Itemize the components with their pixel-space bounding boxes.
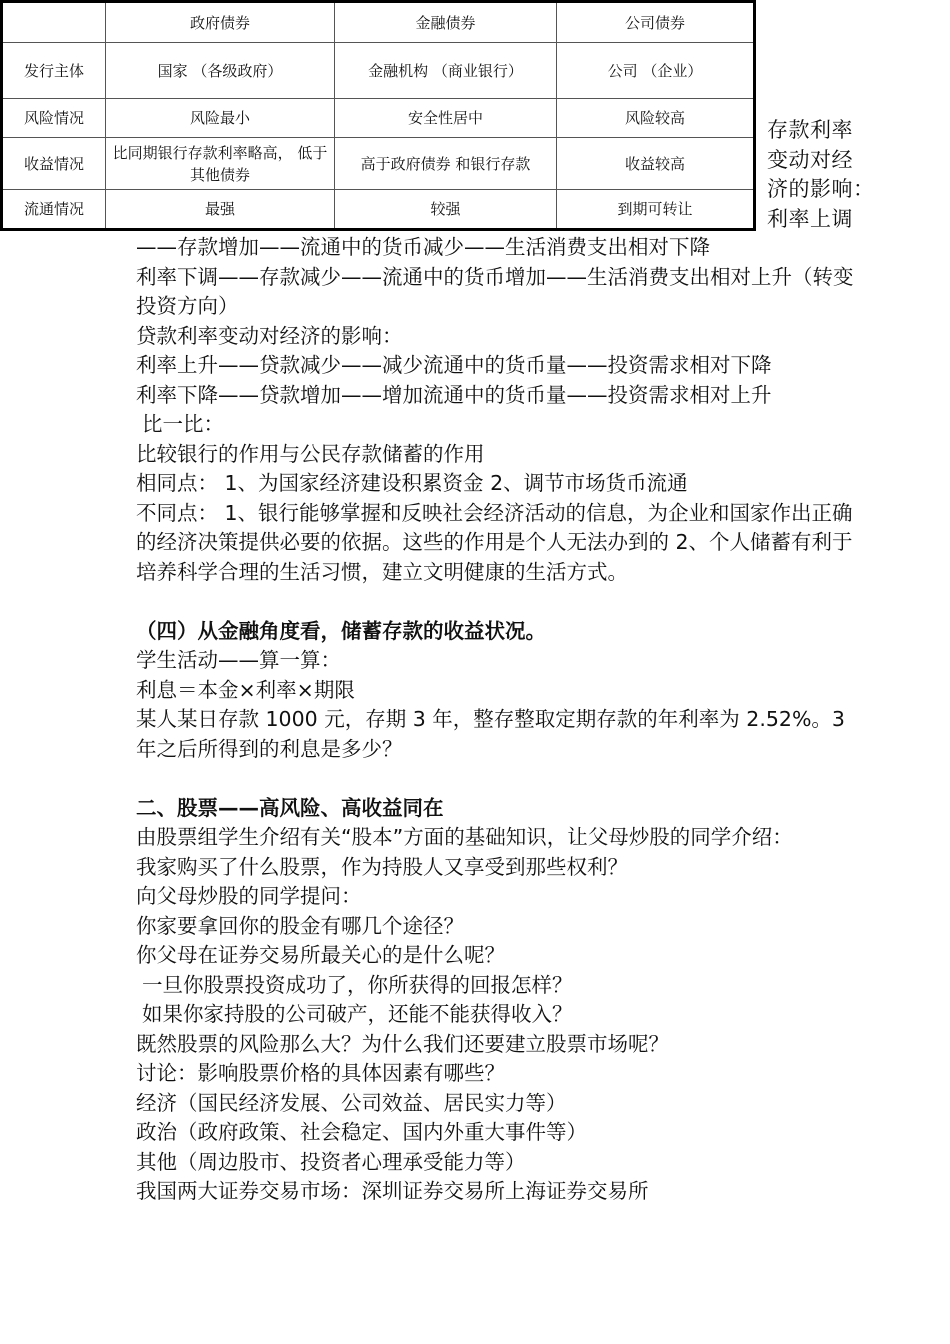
text-line: 比较银行的作用与公民存款储蓄的作用 [136, 441, 485, 466]
table-row [2, 138, 755, 190]
text-line: 比一比： [142, 412, 224, 436]
table-cell: 高于政府债券 和银行存款 [335, 138, 557, 190]
text-line: ——存款增加——流通中的货币减少——生活消费支出相对下降 [136, 235, 710, 259]
text-line: 我国两大证券交易市场：深圳证券交易所上海证券交易所 [136, 1179, 649, 1203]
table-cell: 收益情况 [2, 138, 106, 190]
side-text-line: 利率上调 [767, 206, 853, 231]
text-line: 讨论：影响股票价格的具体因素有哪些？ [136, 1061, 505, 1085]
table-header-row [2, 2, 755, 43]
table-cell: 发行主体 [2, 43, 106, 99]
text-line: 你家要拿回你的股金有哪几个途径？ [136, 913, 464, 938]
bond-comparison-table [0, 0, 756, 231]
table-row [2, 43, 755, 99]
table-cell: 风险最小 [106, 99, 335, 138]
text-line: 相同点： 1、为国家经济建设积累资金 2、调节市场货币流通 [136, 471, 688, 495]
section-heading: 二、股票——高风险、高收益同在 [136, 795, 444, 820]
text-line: 学生活动——算一算： [136, 648, 341, 672]
side-text-line: 存款利率 [767, 118, 853, 142]
text-line: 由股票组学生介绍有关“股本”方面的基础知识，让父母炒股的同学介绍： [136, 825, 793, 849]
table-cell: 流通情况 [2, 190, 106, 230]
table-header-cell [2, 2, 106, 43]
table-header-cell: 公司债券 [557, 2, 755, 43]
text-paragraph: 利率下调——存款减少——流通中的货币增加——生活消费支出相对上升（转变投资方向） [136, 264, 854, 318]
text-line: 利率下降——贷款增加——增加流通中的货币量——投资需求相对上升 [136, 382, 772, 407]
text-line: 你父母在证券交易所最关心的是什么呢？ [136, 943, 505, 967]
table-cell: 金融机构 （商业银行） [335, 43, 557, 99]
text-line: 如果你家持股的公司破产，还能不能获得收入？ [142, 1002, 573, 1026]
text-line: 向父母炒股的同学提问： [136, 884, 362, 908]
text-line: 贷款利率变动对经济的影响： [136, 323, 403, 348]
text-line: 利率上升——贷款减少——减少流通中的货币量——投资需求相对下降 [136, 353, 772, 377]
section-heading: （四）从金融角度看，储蓄存款的收益状况。 [136, 618, 546, 643]
table-cell: 收益较高 [557, 138, 755, 190]
text-line: 我家购买了什么股票，作为持股人又享受到那些权利？ [136, 854, 628, 879]
text-line: 政治（政府政策、社会稳定、国内外重大事件等） [136, 1120, 587, 1144]
text-line: 经济（国民经济发展、公司效益、居民实力等） [136, 1090, 567, 1115]
table-row [2, 190, 755, 230]
text-paragraph: 某人某日存款 1000 元，存期 3 年，整存整取定期存款的年利率为 2.52%。3 年之后所得到的利息是多少？ [136, 707, 845, 761]
text-paragraph: 不同点： 1、银行能够掌握和反映社会经济活动的信息，为企业和国家作出正确的经济决策提供必要的依据。这些的作用是个人无法办到的 2、个人储蓄有利于培养科学合理的生活习惯，建立文明健康的生活方式。 [136, 500, 853, 584]
table-cell: 风险情况 [2, 99, 106, 138]
table-cell: 国家 （各级政府） [106, 43, 335, 99]
table-header-cell: 政府债券 [106, 2, 335, 43]
text-line: 一旦你股票投资成功了，你所获得的回报怎样？ [142, 972, 573, 997]
side-text-line: 变动对经 [767, 147, 853, 172]
side-text-line: 济的影响： [767, 177, 875, 201]
table-cell: 比同期银行存款利率略高， 低于其他债券 [106, 138, 335, 190]
formula-line: 利息＝本金×利率×期限 [136, 677, 355, 702]
side-text [767, 116, 877, 234]
table-cell: 到期可转让 [557, 190, 755, 230]
table-cell: 安全性居中 [335, 99, 557, 138]
table-header-cell: 金融债券 [335, 2, 557, 43]
table-row [2, 99, 755, 138]
text-line: 既然股票的风险那么大？为什么我们还要建立股票市场呢？ [136, 1031, 669, 1056]
text-line: 其他（周边股市、投资者心理承受能力等） [136, 1149, 526, 1174]
table-cell: 最强 [106, 190, 335, 230]
table-cell: 风险较高 [557, 99, 755, 138]
document-body [136, 233, 871, 1207]
table-cell: 公司 （企业） [557, 43, 755, 99]
table-cell: 较强 [335, 190, 557, 230]
